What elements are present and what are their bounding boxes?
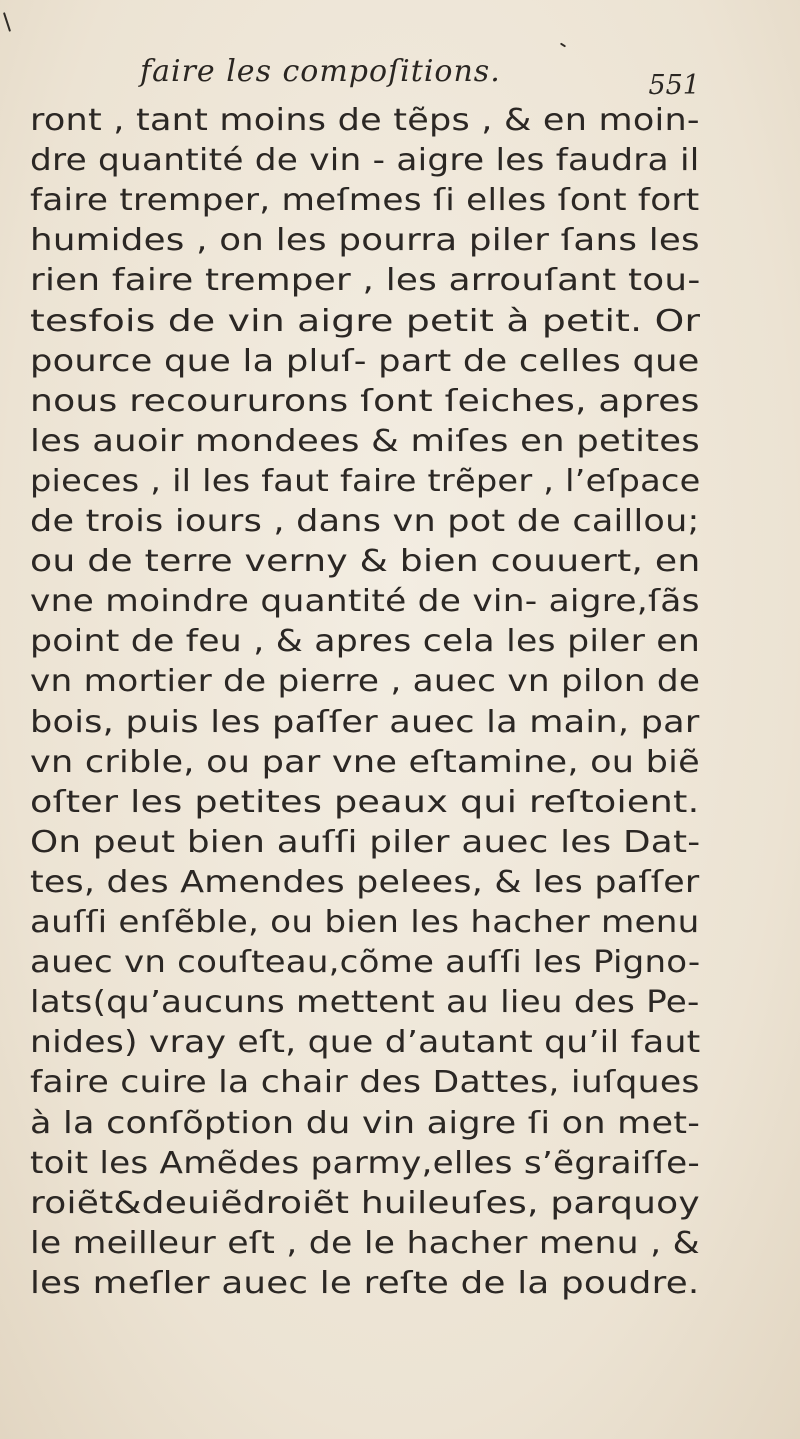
text-line: toit les Amẽdes parmy,elles s’ẽgraiſſe-: [30, 1145, 700, 1181]
text-line: vn mortier de pierre , auec vn pilon de: [30, 664, 701, 700]
ink-mark: [560, 43, 566, 48]
text-line: nous recoururons ſont ſeiches, apres: [30, 383, 700, 419]
text-line: bois, puis les paſſer auec la main, par: [30, 704, 700, 740]
text-line: rien faire tremper , les arrouſant tou-: [30, 263, 701, 299]
text-line: lats(qu’aucuns mettent au lieu des Pe-: [30, 985, 700, 1021]
text-line: de trois iours , dans vn pot de caillou;: [30, 504, 700, 539]
text-line: oſter les petites peaux qui reſtoient.: [30, 784, 700, 820]
text-line: tesfois de vin aigre petit à petit. Or: [30, 303, 701, 339]
text-line: nides) vray eſt, que d’autant qu’il faut: [30, 1025, 701, 1061]
page-number: 551: [648, 70, 700, 101]
text-line: pieces , il les faut faire trẽper , l’eſpace: [30, 463, 701, 499]
running-head: faire les compoſitions.: [140, 54, 501, 89]
text-line: humides , on les pourra piler ſans les: [30, 223, 700, 259]
ink-mark: [3, 12, 11, 32]
text-line: à la conſõption du vin aigre ſi on met-: [30, 1105, 701, 1141]
text-line: roiẽt&deuiẽdroiẽt huileuſes, parquoy: [30, 1185, 700, 1221]
text-line: ront , tant moins de tẽps , & en moin-: [30, 103, 700, 138]
text-line: le meilleur eſt , de le hacher menu , &: [30, 1225, 700, 1261]
text-line: vne moindre quantité de vin- aigre,ſãs: [30, 584, 700, 620]
text-line: ou de terre verny & bien couuert, en: [30, 544, 701, 580]
text-line: pource que la pluſ- part de celles que: [30, 343, 700, 379]
text-line: auſſi enſẽble, ou bien les hacher menu: [30, 905, 700, 940]
text-line: auec vn couſteau,cõme auſſi les Pigno-: [30, 945, 701, 981]
text-line: tes, des Amendes pelees, & les paſſer: [30, 864, 700, 900]
text-line: faire cuire la chair des Dattes, iuſques: [30, 1065, 700, 1101]
page-header: [140, 48, 700, 108]
text-line: vn crible, ou par vne eſtamine, ou biẽ: [30, 744, 700, 780]
text-line: point de feu , & apres cela les piler en: [30, 624, 701, 660]
text-line: les auoir mondees & miſes en petites: [30, 423, 700, 459]
text-line: les meſler auec le reſte de la poudre.: [30, 1265, 700, 1301]
text-line: On peut bien auſſi piler auec les Dat-: [30, 824, 701, 860]
text-line: faire tremper, meſmes ſi elles ſont fort: [30, 183, 700, 219]
text-line: dre quantité de vin - aigre les faudra il: [30, 143, 700, 179]
